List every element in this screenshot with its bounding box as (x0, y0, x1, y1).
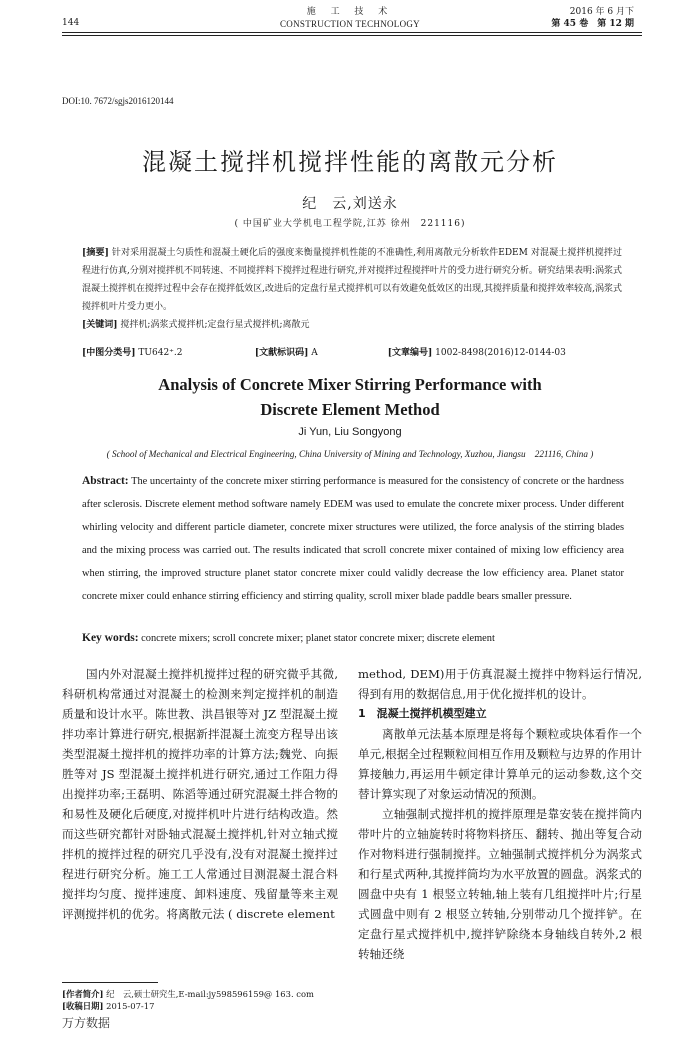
body-right-para1: method, DEM)用于仿真混凝土搅拌中物料运行情况,得到有用的数据信息,用于优化搅拌机的设计。 (358, 667, 642, 701)
title-en-line2: Discrete Element Method (260, 400, 440, 419)
page-number: 144 (62, 18, 80, 28)
article-number-value: 1002-8498(2016)12-0144-03 (435, 348, 566, 358)
issue-volume: 第 45 卷 第 12 期 (551, 19, 634, 29)
abstract-en-text: The uncertainty of the concrete mixer stirring performance is measured for the consistency of concrete or the hardness after sclerosis. Discrete element method software namely EDEM was used to emulate the concrete mixer process. Under different whirling velocity and different particle diameter, concrete mixer structures were utilized, the force analysis of the stirring blades and the mixing process was carried out. The results indicated that scroll concrete mixer contained of mixing low efficiency area when stirring, the improved structure planet stator concrete mixer could validly decrease the low efficiency area. Planet stator concrete mixer could enhance stirring efficiency and stirring quality, scroll mixer blade paddle bears smaller pressure. (82, 476, 624, 602)
issue-date: 2016 年 6 月下 (569, 7, 634, 17)
affiliation-cn: ( 中国矿业大学机电工程学院,江苏 徐州 221116) (234, 219, 466, 229)
keywords-en-text: concrete mixers; scroll concrete mixer; planet stator concrete mixer; discrete element (141, 633, 495, 644)
doi: DOI:10. 7672/sgjs2016120144 (62, 96, 174, 106)
footnote-author-label: [作者简介] (62, 989, 104, 999)
keywords-en (82, 632, 624, 644)
journal-name-cn: 施 工 技 术 (306, 7, 394, 17)
footnote (62, 988, 314, 1012)
footnote-rule (62, 982, 158, 983)
authors-cn: 纪 云,刘送永 (302, 196, 398, 212)
footnote-received-text: 2015-07-17 (106, 1001, 155, 1011)
title-en-line1: Analysis of Concrete Mixer Stirring Performance with (158, 375, 542, 394)
body-right-para3: 立轴强制式搅拌机的搅拌原理是靠安装在搅拌筒内带叶片的立轴旋转时将物料挤压、翻转、抛出等复合动作对物料进行强制搅拌。立轴强制式搅拌机分为涡浆式和行星式两种,其搅拌筒均为水平放置的圆盘。涡浆式的圆盘中央有 1 根竖立转轴,轴上装有几组搅拌叶片;行星式圆盘中则有 2 根竖立转轴,分别带动几个搅拌铲。在定盘行星式搅拌机中,搅拌铲除绕本身轴线自转外,2 根转轴还绕 (358, 807, 642, 961)
footnote-author (62, 988, 314, 1000)
issue-info (551, 6, 634, 30)
doc-code-label: [文献标识码] (254, 348, 309, 358)
journal-name-en: CONSTRUCTION TECHNOLOGY (280, 19, 420, 29)
section-heading: 1 混凝土搅拌机模型建立 (358, 707, 487, 720)
footnote-received-label: [收稿日期] (62, 1001, 104, 1011)
keywords-cn-text: 搅拌机;涡浆式搅拌机;定盘行星式搅拌机;离散元 (120, 320, 310, 330)
body-right-column (358, 664, 642, 964)
doc-code-value: A (311, 348, 318, 358)
abstract-cn-label: [摘要] (82, 248, 109, 258)
classification-row (82, 346, 622, 360)
title-cn: 混凝土搅拌机搅拌性能的离散元分析 (142, 148, 558, 176)
article-number (388, 346, 566, 360)
title-en (0, 372, 700, 422)
authors-en: Ji Yun, Liu Songyong (298, 426, 402, 438)
header-rule-thin (62, 35, 642, 36)
abstract-en (82, 470, 624, 608)
body-left-column: 国内外对混凝土搅拌机搅拌过程的研究微乎其微,科研机构常通过对混凝土的检测来判定搅拌机的制造质量和设计水平。陈世教、洪昌银等对 JZ 型混凝土搅拌功率计算进行研究,根据新拌混凝土流变方程导出该类型混凝土搅拌机的搅拌功率的计算方法;魏党、向振胜等对 JS 型混凝土搅拌机进行研究,通过工作阻力得出搅拌功率;王磊明、陈滔等通过研究混凝土拌合物的和易性及硬化后硬度,对搅拌机叶片进行结构改造。然而这些研究都针对卧轴式混凝土搅拌机,针对立轴式搅拌机的搅拌过程的研究几乎没有,没有对混凝土搅拌过程进行研究分析。施工工人常通过目测混凝土混合料搅拌均匀度、搅拌速度、卸料速度、残留量等来主观评测搅拌机的优劣。将离散元法 ( discrete element (62, 667, 338, 921)
watermark: 万方数据 (62, 1016, 111, 1030)
header-rule-thick (62, 32, 642, 33)
article-number-label: [文章编号] (387, 348, 433, 358)
footnote-author-text: 纪 云,硕士研究生,E-mail:jy598596159@ 163. com (106, 989, 314, 999)
clc-label: [中图分类号] (82, 348, 136, 358)
abstract-cn (82, 244, 622, 334)
keywords-cn-label: [关键词] (82, 320, 118, 330)
abstract-cn-text: 针对采用混凝土匀质性和混凝土硬化后的强度来衡量搅拌机性能的不准确性,利用离散元分析软件EDEM 对混凝土搅拌机搅拌过程进行仿真,分别对搅拌机不同转速、不同搅拌料下搅拌过程进行研究,并对搅拌过程搅拌叶片的受力进行研究分析。研究结果表明:涡浆式混凝土搅拌机在搅拌过程中会存在搅拌低效区,改进后的定盘行星式搅拌机可以有效避免低效区的出现,其搅拌质量和搅拌效率较高,涡浆式搅拌机叶片受力更小。 (82, 248, 622, 312)
abstract-en-label: Abstract: (82, 475, 129, 487)
body-right-para2: 离散单元法基本原理是将每个颗粒或块体看作一个单元,根据全过程颗粒间相互作用及颗粒与边界的作用计算接触力,再运用牛顿定律计算单元的运动参数,这个交替计算实现了对象运动情况的预测。 (358, 727, 642, 801)
clc-value: TU642⁺.2 (138, 348, 183, 358)
footnote-received (62, 1000, 314, 1012)
clc (82, 346, 252, 360)
keywords-en-label: Key words: (82, 632, 139, 644)
doc-code (255, 346, 385, 360)
affiliation-en: ( School of Mechanical and Electrical Engineering, China University of Mining and Technology, Xuzhou, Jiangsu 221116, China ) (106, 449, 594, 459)
